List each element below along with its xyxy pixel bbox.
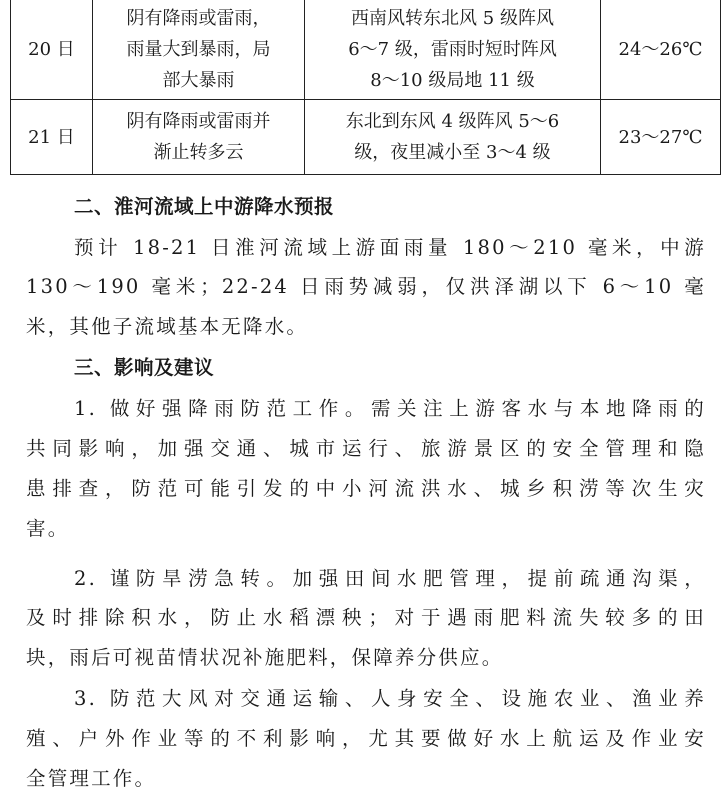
section-3-heading: 三、影响及建议: [74, 356, 215, 379]
weather-line: 雨量大到暴雨，局: [126, 38, 271, 60]
wind-line: 级，夜里减小至 3～4 级: [354, 142, 551, 163]
paragraph-line: 3. 防范大风对交通运输、人身安全、设施农业、渔业养: [74, 687, 706, 710]
wind-line: 8～10 级局地 11 级: [370, 69, 535, 91]
weather-line: 部大暴雨: [162, 69, 235, 91]
weather-cell: [93, 100, 305, 175]
wind-cell: [305, 100, 601, 175]
date-cell: 20 日: [11, 0, 93, 100]
table-row: [11, 0, 721, 100]
temperature-cell: 24～26℃: [601, 0, 721, 100]
weather-line: 渐止转多云: [153, 142, 244, 163]
paragraph-line: 及时排除积水，防止水稻漂秧；对于遇雨肥料流失较多的田: [26, 606, 706, 629]
paragraph-line: 1. 做好强降雨防范工作。需关注上游客水与本地降雨的: [74, 397, 706, 420]
forecast-table: [10, 0, 721, 175]
weather-line: 阴有降雨或雷雨，: [126, 7, 271, 29]
paragraph-line: 患排查，防范可能引发的中小河流洪水、城乡积涝等次生灾: [26, 477, 706, 500]
wind-cell: [305, 0, 601, 100]
section-2-heading: 二、淮河流域上中游降水预报: [74, 195, 335, 218]
paragraph-line: 共同影响，加强交通、城市运行、旅游景区的安全管理和隐: [26, 437, 706, 460]
paragraph-line: 害。: [26, 517, 70, 540]
paragraph-line: 块，雨后可视苗情状况补施肥料，保障养分供应。: [26, 646, 504, 669]
table-row: [11, 100, 721, 175]
paragraph-line: 预计 18-21 日淮河流域上游面雨量 180～210 毫米，中游: [74, 236, 706, 259]
weather-cell: [93, 0, 305, 100]
paragraph-line: 2. 谨防旱涝急转。加强田间水肥管理，提前疏通沟渠，: [74, 567, 706, 590]
temperature-cell: 23～27℃: [601, 100, 721, 175]
paragraph-line: 全管理工作。: [26, 767, 157, 790]
wind-line: 东北到东风 4 级阵风 5～6: [345, 111, 560, 132]
paragraph-line: 130～190 毫米；22-24 日雨势减弱，仅洪泽湖以下 6～10 毫: [26, 275, 706, 298]
weather-line: 阴有降雨或雷雨并: [126, 111, 271, 132]
wind-line: 6～7 级，雷雨时短时阵风: [348, 38, 557, 60]
date-cell: 21 日: [11, 100, 93, 175]
paragraph-line: 殖、户外作业等的不利影响，尤其要做好水上航运及作业安: [26, 727, 706, 750]
wind-line: 西南风转东北风 5 级阵风: [351, 7, 554, 29]
paragraph-line: 米，其他子流域基本无降水。: [26, 315, 309, 338]
